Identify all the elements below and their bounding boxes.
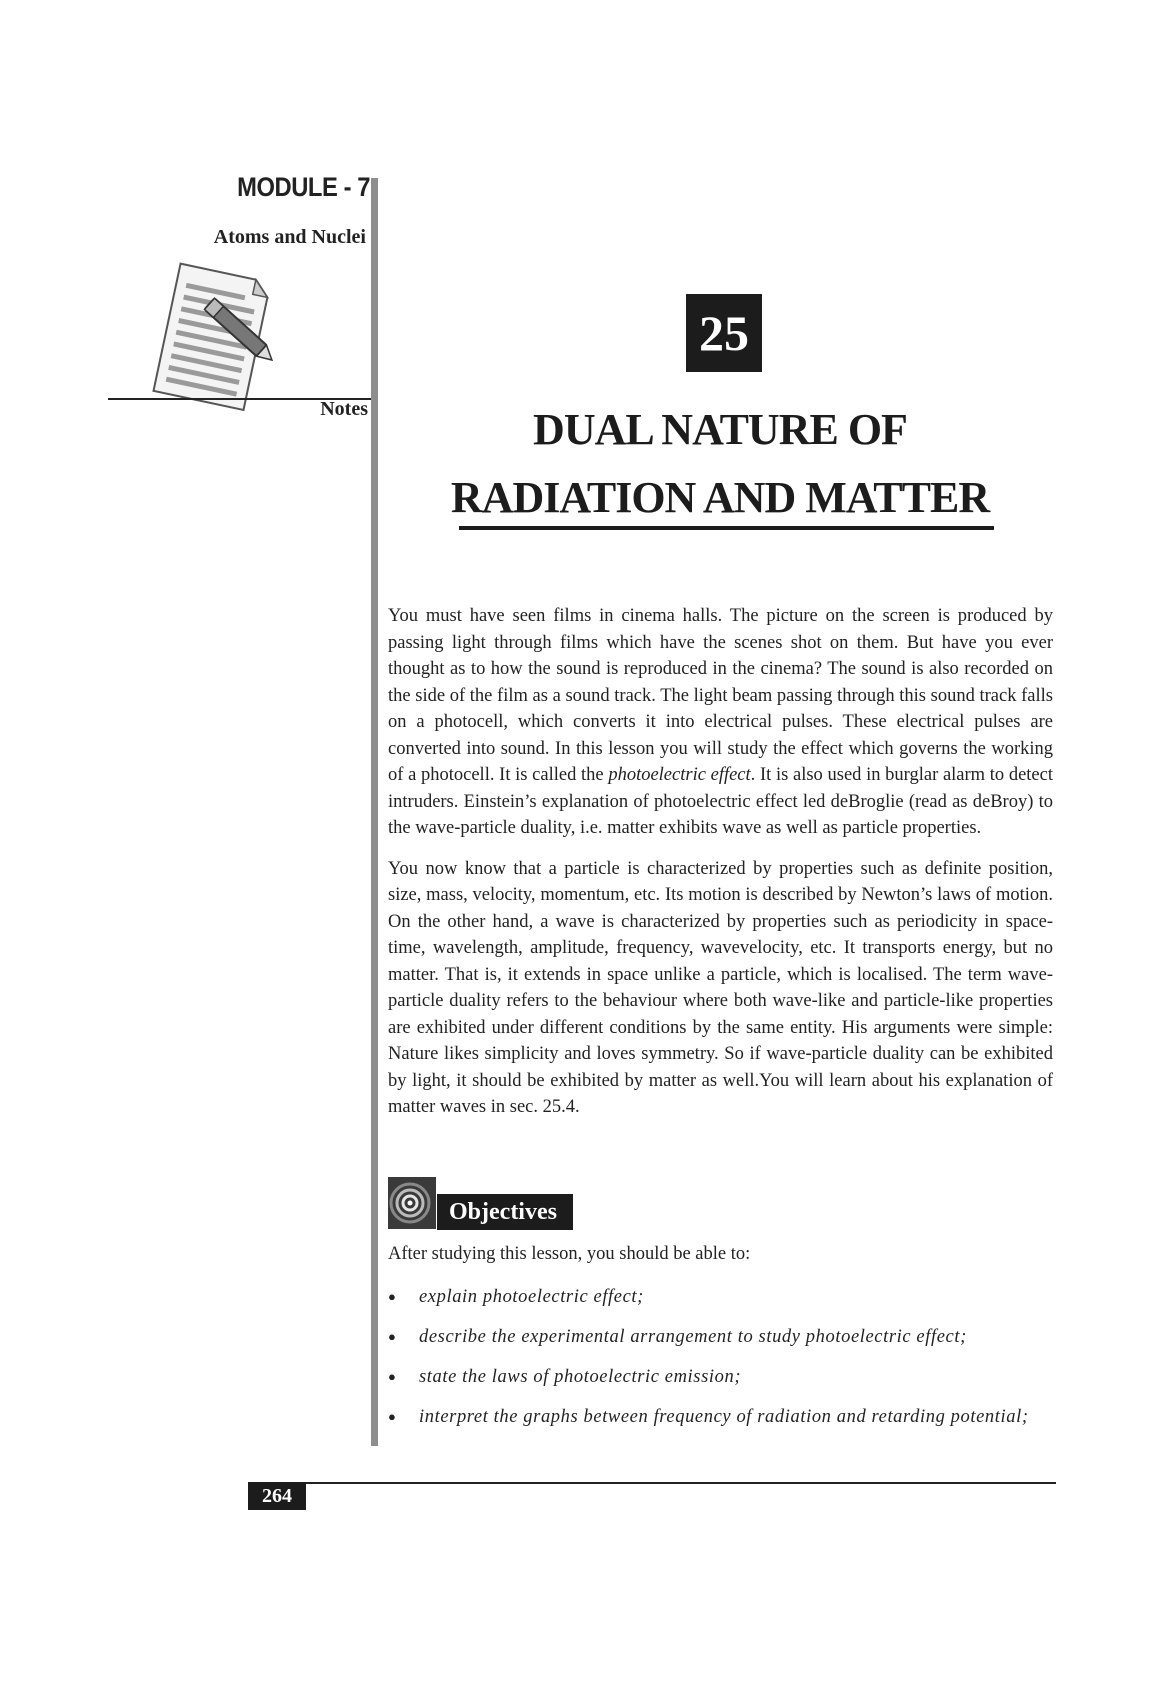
chapter-title-line-2: RADIATION AND MATTER	[450, 473, 990, 522]
objective-item: ● state the laws of photoelectric emission;	[388, 1364, 1053, 1390]
intro-paragraph-1	[388, 603, 1053, 842]
intro-text	[388, 603, 1053, 1135]
p1-text-a: You must have seen films in cinema halls. The picture on the screen is produced by passing light through films which have the scenes shot on them. But have you ever thought as to how the sound is reproduced in the cinema? The sound is also recorded on the side of the film as a sound track. The light beam passing through this sound track falls on a photocell, which converts it into electrical pulses. These electrical pulses are converted into sound. In this lesson you will study the effect which governs the working of a photocell. It is called the	[388, 606, 1053, 785]
target-spiral-icon	[388, 1177, 436, 1229]
objective-item: ● describe the experimental arrangement to study photoelectric effect;	[388, 1324, 1053, 1350]
p1-emphasis: photoelectric effect	[608, 765, 751, 785]
module-title: MODULE - 7	[237, 172, 370, 202]
objectives-heading: Objectives	[437, 1194, 573, 1230]
footer-rule	[248, 1482, 1056, 1484]
objective-item: ● explain photoelectric effect;	[388, 1284, 1053, 1310]
chapter-title	[430, 396, 1010, 532]
notes-paper-pencil-icon	[138, 262, 288, 412]
chapter-number: 25	[686, 294, 762, 372]
title-underline	[459, 526, 994, 530]
objectives-intro: After studying this lesson, you should be able to:	[388, 1244, 751, 1264]
objectives-list	[388, 1284, 1053, 1444]
objective-item: ● interpret the graphs between frequency of radiation and retarding potential;	[388, 1404, 1053, 1430]
margin-bar	[371, 178, 378, 1446]
notes-label: Notes	[320, 398, 368, 420]
page-number: 264	[248, 1482, 306, 1510]
p1-text-b: . It is also used in burglar alarm to detect intruders. Einstein’s explanation of photoelectric effect led deBroglie (read as deBroy) to the wave-particle duality, i.e. matter exhibits wave as well as particle properties.	[388, 765, 1053, 838]
intro-paragraph-2: You now know that a particle is characterized by properties such as definite position, size, mass, velocity, momentum, etc. Its motion is described by Newton’s laws of motion. On the other hand, a wave is characterized by properties such as periodicity in space-time, wavelength, amplitude, frequency, wavevelocity, etc. It transports energy, but no matter. That is, it extends in space unlike a particle, which is localised. The term wave-particle duality refers to the behaviour where both wave-like and particle-like properties are exhibited under different conditions by the same entity. His arguments were simple: Nature likes simplicity and loves symmetry. So if wave-particle duality can be exhibited by light, it should be exhibited by matter as well.You will learn about his explanation of matter waves in sec. 25.4.	[388, 858, 1053, 1117]
chapter-title-line-1: DUAL NATURE OF	[533, 405, 907, 454]
module-subtitle: Atoms and Nuclei	[213, 226, 366, 248]
